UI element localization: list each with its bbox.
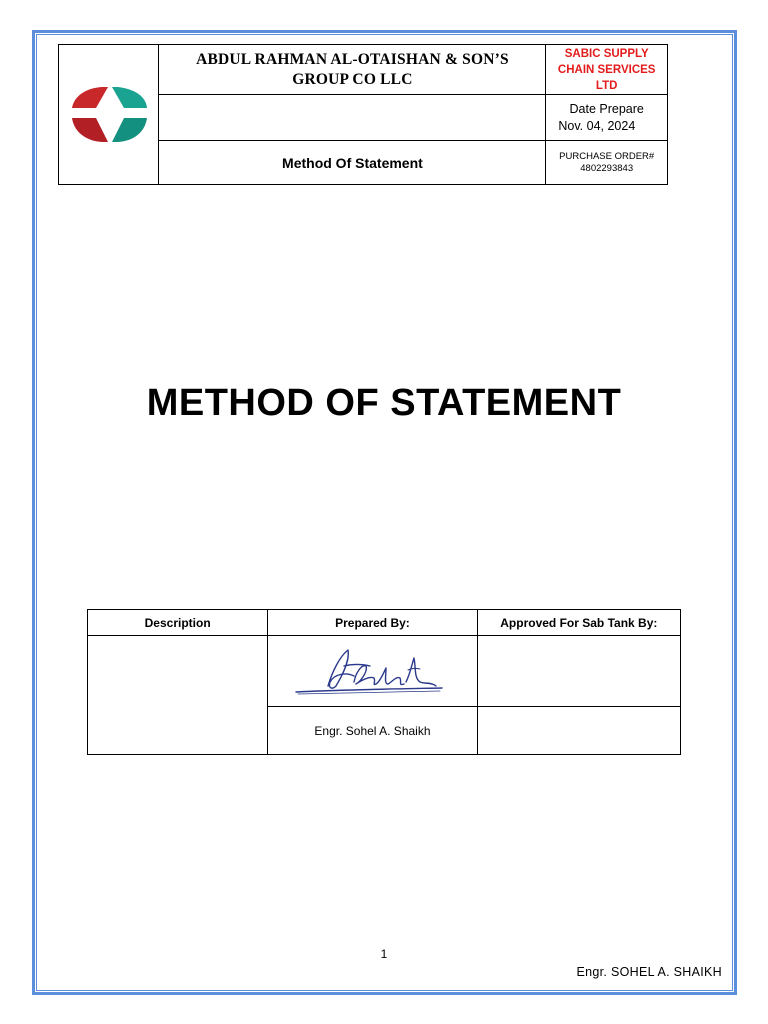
prepared-by-header: Prepared By: [268,610,477,636]
date-value: Nov. 04, 2024 [558,118,636,133]
po-number: 4802293843 [580,162,634,174]
logo-teal-top [112,87,147,108]
client-name-line1: SABIC SUPPLY [564,47,649,60]
company-name-cell [159,45,546,95]
signature-cell [268,636,477,707]
company-name-line1: ABDUL RAHMAN AL-OTAISHAN & SON’S [196,50,509,68]
approved-by-header: Approved For Sab Tank By: [477,610,680,636]
logo-teal-bottom [112,118,147,142]
po-label: PURCHASE ORDER# [559,150,655,162]
page-number: 1 [380,947,388,961]
approval-table [87,609,681,755]
header-table [58,44,668,185]
description-cell [88,636,268,755]
signature-image [292,642,452,698]
client-cell [546,45,668,95]
blank-header-cell [159,95,546,141]
po-cell [546,141,668,185]
doc-subtitle: Method Of Statement [159,141,546,185]
client-name-line2: CHAIN SERVICES [557,63,656,76]
company-name-line2: GROUP CO LLC [292,70,413,88]
date-label: Date Prepare [569,101,644,116]
footer-author: Engr. SOHEL A. SHAIKH [576,965,722,979]
approval-signature-cell [477,636,680,707]
date-cell [546,95,668,141]
client-name-line3: LTD [595,79,618,92]
prepared-by-name: Engr. Sohel A. Shaikh [268,707,477,755]
logo-red-bottom [72,118,108,142]
company-logo [66,84,152,146]
logo-red-top [72,87,108,108]
approval-name-cell [477,707,680,755]
page-title: METHOD OF STATEMENT [146,382,622,424]
description-header: Description [88,610,268,636]
logo-cell [59,45,159,185]
